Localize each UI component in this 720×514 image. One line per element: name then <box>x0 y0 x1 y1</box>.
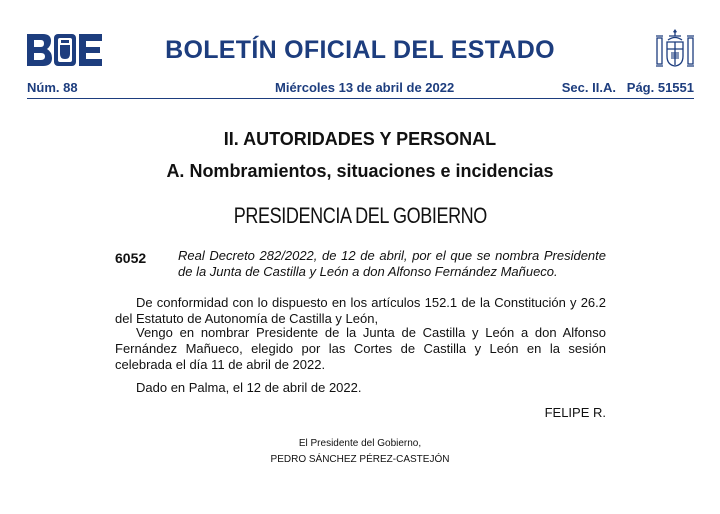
endorser-role: El Presidente del Gobierno, <box>298 438 422 449</box>
section-page: Sec. II.A. Pág. 51551 <box>561 80 694 95</box>
signer: FELIPE R. <box>544 405 606 420</box>
document-title: Real Decreto 282/2022, de 12 de abril, por el que se nombra Presidente de la Junta de Castilla y León a don Alfonso Fernández Mañueco. <box>178 248 606 279</box>
organization-label: PRESIDENCIA DEL GOBIERNO <box>233 203 487 228</box>
document-number: 6052 <box>115 250 147 266</box>
section-title: II. AUTORIDADES Y PERSONAL <box>223 129 497 149</box>
organization-heading <box>0 203 720 229</box>
issue-date: Miércoles 13 de abril de 2022 <box>275 80 455 95</box>
endorser-name: PEDRO SÁNCHEZ PÉREZ-CASTEJÓN <box>270 454 450 465</box>
issue-number: Núm. 88 <box>27 80 78 95</box>
coat-of-arms-icon <box>655 28 695 72</box>
header-divider <box>27 98 694 99</box>
subsection-title: A. Nombramientos, situaciones e incidencias <box>166 161 554 181</box>
bulletin-title: BOLETÍN OFICIAL DEL ESTADO <box>165 36 555 64</box>
body-paragraph: Dado en Palma, el 12 de abril de 2022. <box>136 380 362 395</box>
body-paragraph: Vengo en nombrar Presidente de la Junta de Castilla y León a don Alfonso Fernández Mañueco, elegido por las Cortes de Castilla y León en la sesión celebrada el día 11 de abril de 2022. <box>115 325 606 372</box>
body-paragraph: De conformidad con lo dispuesto en los artículos 152.1 de la Constitución y 26.2 del Estatuto de Autonomía de Castilla y León, <box>115 295 606 326</box>
